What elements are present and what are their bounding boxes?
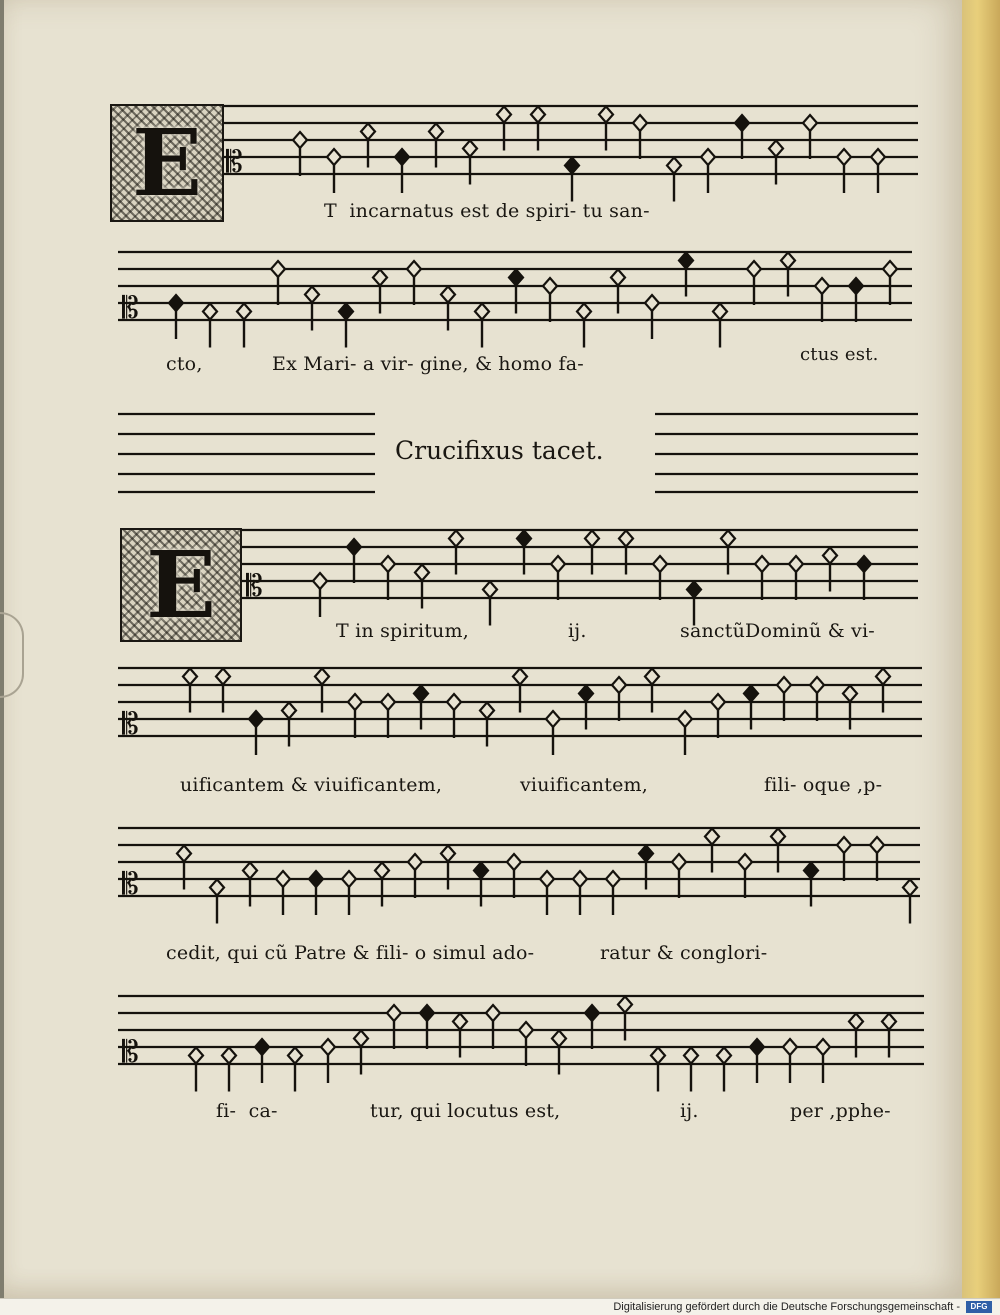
lyric-line-6a: fi- ca- [216,1100,278,1122]
note-head [519,1022,533,1038]
note-head [543,278,557,294]
note-head [747,261,761,277]
note-head [769,141,783,157]
note-head [348,694,362,710]
note-head [711,694,725,710]
note-head [565,158,579,174]
note-head [611,270,625,286]
lyric-line-6c: ij. [680,1100,699,1122]
note-head [823,548,837,564]
note-head [789,556,803,572]
lyric-line-3b: ij. [568,620,587,642]
note-head [282,703,296,719]
note-head [243,863,257,879]
note-head [342,871,356,887]
note-head [276,871,290,887]
note-head [395,149,409,165]
note-head [738,854,752,870]
note-head [313,573,327,589]
note-head [509,270,523,286]
note-head [599,107,613,123]
clef-mark: 𝄡 [122,291,139,326]
note-head [755,556,769,572]
note-head [744,686,758,702]
note-head [546,711,560,727]
note-head [618,997,632,1013]
note-head [429,124,443,140]
note-head [653,556,667,572]
note-head [441,287,455,303]
note-head [612,677,626,693]
note-head [882,1014,896,1030]
note-head [361,124,375,140]
note-head [837,837,851,853]
note-head [803,115,817,131]
note-head [713,304,727,320]
footer-credit: Digitalisierung gefördert durch die Deutsche Forschungsgemeinschaft - [613,1301,960,1313]
note-head [551,556,565,572]
lyric-line-1: T incarnatus est de spiri- tu san- [324,200,650,222]
note-head [645,295,659,311]
note-head [837,149,851,165]
note-head [531,107,545,123]
note-head [381,694,395,710]
note-head [843,686,857,702]
decorated-initial-2 [120,528,242,642]
lyric-line-2a: cto, [166,353,203,375]
note-head [870,837,884,853]
note-head [339,304,353,320]
note-head [305,287,319,303]
note-head [189,1048,203,1064]
note-head [672,854,686,870]
note-head [249,711,263,727]
note-head [222,1048,236,1064]
note-head [513,669,527,685]
note-head [810,677,824,693]
clef-mark: 𝄡 [122,867,139,902]
note-head [271,261,285,277]
note-head [721,531,735,547]
note-head [849,278,863,294]
note-head [639,846,653,862]
note-head [327,149,341,165]
note-head [408,854,422,870]
note-head [633,115,647,131]
note-head [474,863,488,879]
note-head [771,829,785,845]
note-head [876,669,890,685]
note-head [871,149,885,165]
note-head [573,871,587,887]
note-head [678,711,692,727]
dfg-logo: DFG [966,1301,992,1313]
clef-mark: 𝄡 [122,707,139,742]
note-head [415,565,429,581]
note-head [315,669,329,685]
note-head [449,531,463,547]
note-head [783,1039,797,1055]
lyric-line-2b: Ex Mari- a vir- gine, & homo fa- [272,353,584,375]
note-head [354,1031,368,1047]
note-head [210,880,224,896]
note-head [483,582,497,598]
note-head [169,295,183,311]
note-head [552,1031,566,1047]
note-head [237,304,251,320]
initial-letter-2: E [145,531,217,639]
note-head [679,253,693,269]
note-head [255,1039,269,1055]
note-head [857,556,871,572]
note-head [717,1048,731,1064]
note-head [288,1048,302,1064]
note-head [486,1005,500,1021]
note-head [414,686,428,702]
note-head [447,694,461,710]
note-head [517,531,531,547]
note-head [684,1048,698,1064]
note-head [375,863,389,879]
clef-mark: 𝄡 [122,1035,139,1070]
note-head [441,846,455,862]
initial-letter-1: E [131,109,203,217]
note-head [750,1039,764,1055]
note-head [883,261,897,277]
lyric-line-4c: fili- oque ,p- [764,774,883,796]
note-head [849,1014,863,1030]
lyric-line-4b: viuificantem, [520,774,648,796]
footer-bar [0,1298,1000,1315]
lyric-line-3a: T in spiritum, [336,620,469,642]
note-head [667,158,681,174]
note-head [579,686,593,702]
note-head [651,1048,665,1064]
lyric-line-5b: ratur & conglori- [600,942,768,964]
note-head [203,304,217,320]
note-head [540,871,554,887]
note-head [407,261,421,277]
note-head [735,115,749,131]
note-head [321,1039,335,1055]
note-head [781,253,795,269]
note-head [804,863,818,879]
note-head [619,531,633,547]
lyric-line-5a: cedit, qui cũ Patre & fili- o simul ado- [166,942,535,964]
note-head [815,278,829,294]
note-head [497,107,511,123]
note-head [216,669,230,685]
lyric-line-3c: sanctũDominũ & vi- [680,620,875,642]
note-head [309,871,323,887]
clef-mark: 𝄡 [246,569,263,604]
note-head [373,270,387,286]
note-head [645,669,659,685]
decorated-initial-1 [110,104,224,222]
note-head [381,556,395,572]
note-head [387,1005,401,1021]
clef-mark: 𝄡 [226,145,243,180]
note-head [475,304,489,320]
section-title: Crucifixus tacet. [395,436,604,465]
note-head [507,854,521,870]
note-head [347,539,361,555]
note-head [585,1005,599,1021]
lyric-line-2c: ctus est. [800,344,879,365]
note-head [420,1005,434,1021]
note-head [463,141,477,157]
lyric-line-6b: tur, qui locutus est, [370,1100,561,1122]
note-head [453,1014,467,1030]
lyric-line-6d: per ,pphe- [790,1100,891,1122]
note-head [777,677,791,693]
lyric-line-4a: uificantem & viuificantem, [180,774,443,796]
note-head [293,132,307,148]
note-head [705,829,719,845]
note-head [480,703,494,719]
note-head [606,871,620,887]
note-head [585,531,599,547]
note-head [183,669,197,685]
note-head [177,846,191,862]
note-head [687,582,701,598]
note-head [816,1039,830,1055]
note-head [577,304,591,320]
note-head [903,880,917,896]
note-head [701,149,715,165]
